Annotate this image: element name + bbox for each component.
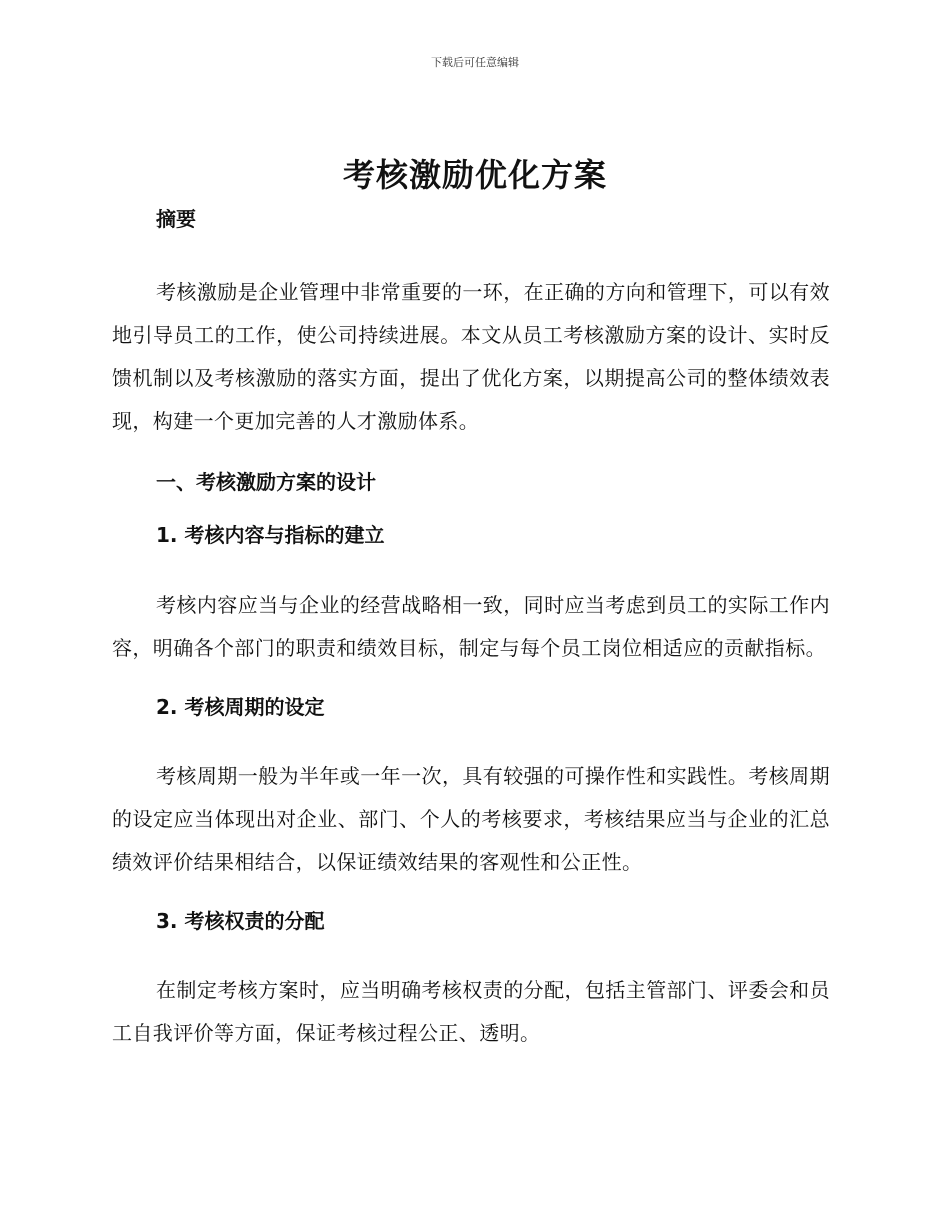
subsection-1-paragraph: 考核内容应当与企业的经营战略相一致，同时应当考虑到员工的实际工作内容，明确各个部门的职责和绩效目标，制定与每个员工岗位相适应的贡献指标。 — [112, 593, 830, 660]
subsection-3-heading: 3. 考核权责的分配 — [156, 909, 325, 933]
document-title: 考核激励优化方案 — [342, 156, 607, 194]
abstract-heading: 摘要 — [156, 207, 196, 231]
abstract-paragraph: 考核激励是企业管理中非常重要的一环，在正确的方向和管理下，可以有效地引导员工的工作，使公司持续进展。本文从员工考核激励方案的设计、实时反馈机制以及考核激励的落实方面，提出了优化方案，以期提高公司的整体绩效表现，构建一个更加完善的人才激励体系。 — [112, 280, 830, 433]
section-1-heading: 一、考核激励方案的设计 — [156, 470, 376, 494]
document-body — [112, 204, 830, 1055]
subsection-2-paragraph: 考核周期一般为半年或一年一次，具有较强的可操作性和实践性。考核周期的设定应当体现出对企业、部门、个人的考核要求，考核结果应当与企业的汇总绩效评价结果相结合，以保证绩效结果的客观性和公正性。 — [112, 764, 830, 874]
subsection-1-heading: 1. 考核内容与指标的建立 — [156, 523, 385, 547]
subsection-3-paragraph: 在制定考核方案时，应当明确考核权责的分配，包括主管部门、评委会和员工自我评价等方面，保证考核过程公正、透明。 — [112, 978, 830, 1045]
subsection-2-heading: 2. 考核周期的设定 — [156, 695, 325, 719]
page-header-note: 下载后可任意编辑 — [431, 56, 519, 69]
